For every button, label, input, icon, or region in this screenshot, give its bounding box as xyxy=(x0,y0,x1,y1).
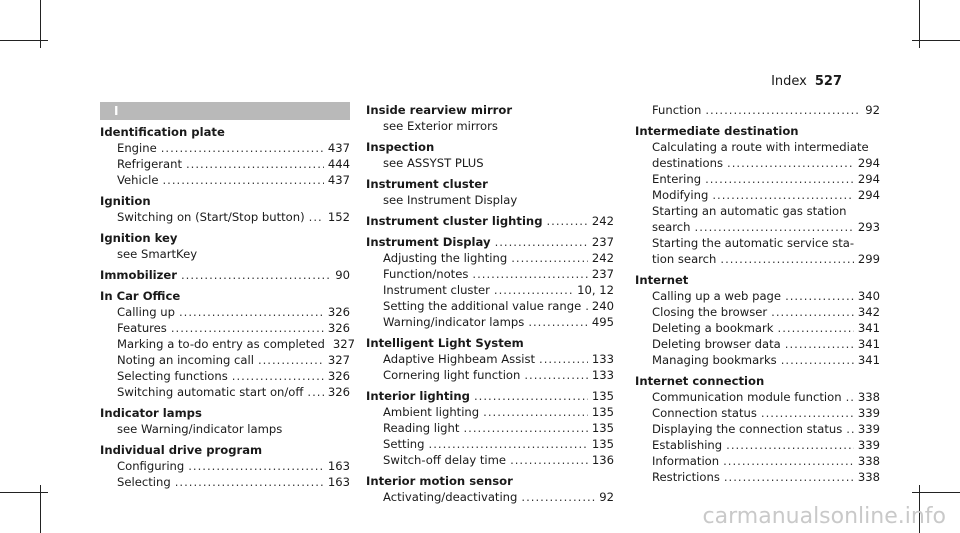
leader-dots xyxy=(232,368,324,384)
index-entry xyxy=(100,405,350,437)
page-ref[interactable]: 294 xyxy=(857,172,880,186)
leader-dots xyxy=(846,421,854,437)
entry-heading xyxy=(366,473,614,489)
leader-dots xyxy=(705,171,854,187)
crop-mark xyxy=(912,492,960,493)
index-entry xyxy=(366,335,614,383)
subentry-text: Establishing xyxy=(652,438,723,452)
page-ref[interactable]: 341 xyxy=(857,321,880,335)
subentry-text: Switching automatic start on/off xyxy=(117,385,304,399)
entry-heading xyxy=(100,124,350,140)
leader-dots xyxy=(726,437,854,453)
subentry-text: Displaying the connection status xyxy=(652,422,843,436)
index-entry xyxy=(100,267,350,283)
page-ref[interactable]: 133 xyxy=(591,352,614,366)
subentry[interactable] xyxy=(366,282,614,298)
leader-dots xyxy=(778,320,854,336)
index-column-2 xyxy=(366,102,614,510)
subentry xyxy=(366,192,614,208)
subentry-text: Selecting xyxy=(117,475,171,489)
page-ref[interactable]: 163 xyxy=(327,459,350,473)
subentry[interactable] xyxy=(366,266,614,282)
index-entry xyxy=(366,473,614,505)
leader-dots xyxy=(179,304,324,320)
subentry-text: Setting xyxy=(383,437,425,451)
page-ref[interactable]: 135 xyxy=(591,421,614,435)
subentry[interactable] xyxy=(635,352,880,368)
entry-title: Indicator lamps xyxy=(100,406,202,420)
entry-title: Interior lighting xyxy=(366,389,470,403)
index-entry xyxy=(635,123,880,267)
subentry xyxy=(366,118,614,134)
page-ref[interactable]: 437 xyxy=(327,141,350,155)
subentry-text: Restrictions xyxy=(652,470,720,484)
page-ref[interactable]: 240 xyxy=(591,299,614,313)
leader-dots xyxy=(723,453,854,469)
leader-dots xyxy=(524,367,588,383)
page-ref[interactable]: 327 xyxy=(327,353,350,367)
subentry-text: Activating/deactivating xyxy=(383,490,518,504)
leader-dots xyxy=(463,420,587,436)
leader-dots xyxy=(175,474,324,490)
page-ref[interactable]: 326 xyxy=(327,385,350,399)
subentry[interactable] xyxy=(635,437,880,453)
page-ref[interactable]: 299 xyxy=(857,252,880,266)
leader-dots xyxy=(429,436,588,452)
page-ref[interactable]: 495 xyxy=(591,315,614,329)
subentry-text: Warning/indicator lamps xyxy=(383,315,525,329)
page-ref[interactable]: 294 xyxy=(857,156,880,170)
subentry-text: Connection status xyxy=(652,406,757,420)
subentry-text: Cornering light function xyxy=(383,368,521,382)
subentry-text: Configuring xyxy=(117,459,185,473)
page-number: 527 xyxy=(814,74,842,89)
subentry[interactable] xyxy=(635,320,880,336)
index-entry xyxy=(366,213,614,229)
page-ref[interactable]: 444 xyxy=(327,157,350,171)
index-entry xyxy=(366,139,614,171)
subentry xyxy=(100,246,350,262)
entry-title: Immobilizer xyxy=(100,268,177,282)
subentry-text: Vehicle xyxy=(117,173,159,187)
subentry[interactable] xyxy=(100,172,350,188)
entry-title: In Car Office xyxy=(100,289,181,303)
entry-title: Identification plate xyxy=(100,125,225,139)
entry-heading xyxy=(635,123,880,139)
page-ref[interactable]: 135 xyxy=(591,405,614,419)
subentry[interactable] xyxy=(366,489,614,505)
subentry[interactable] xyxy=(100,156,350,172)
leader-dots xyxy=(528,314,588,330)
entry-title: Intermediate destination xyxy=(635,124,799,138)
subentry[interactable] xyxy=(635,469,880,485)
leader-dots xyxy=(785,288,854,304)
leader-dots xyxy=(705,102,861,118)
subentry-text: Information xyxy=(652,454,720,468)
leader-dots xyxy=(161,140,324,156)
leader-dots xyxy=(181,267,331,283)
subentry-text: destinations xyxy=(652,156,724,170)
subentry-text: see SmartKey xyxy=(117,247,198,261)
entry-heading xyxy=(366,176,614,192)
subentry[interactable] xyxy=(100,320,350,336)
subentry-text: Selecting functions xyxy=(117,369,228,383)
page-ref[interactable]: 340 xyxy=(857,289,880,303)
subentry[interactable] xyxy=(100,304,350,320)
subentry[interactable] xyxy=(100,209,350,225)
page-ref[interactable]: 294 xyxy=(857,188,880,202)
index-entry xyxy=(635,373,880,485)
page-ref[interactable]: 242 xyxy=(591,251,614,265)
subentry[interactable] xyxy=(635,288,880,304)
page-ref[interactable]: 339 xyxy=(857,406,880,420)
page-ref[interactable]: 293 xyxy=(857,220,880,234)
entry-heading xyxy=(366,102,614,118)
subentry[interactable] xyxy=(100,336,355,352)
page-ref[interactable]: 92 xyxy=(865,103,880,117)
page-ref[interactable]: 326 xyxy=(327,305,350,319)
subentry-text: Switching on (Start/Stop button) xyxy=(117,210,305,224)
subentry[interactable] xyxy=(100,458,350,474)
index-entry xyxy=(100,230,350,262)
leader-dots xyxy=(695,219,854,235)
entry-title: Intelligent Light System xyxy=(366,336,524,350)
subentry[interactable] xyxy=(366,351,614,367)
subentry[interactable] xyxy=(366,436,614,452)
entry-heading xyxy=(100,442,350,458)
entry-heading xyxy=(366,335,614,351)
subentry[interactable] xyxy=(100,384,350,400)
page-ref[interactable]: 339 xyxy=(857,422,880,436)
subentry[interactable] xyxy=(635,336,880,352)
crop-mark xyxy=(0,492,48,493)
subentry-text: Starting an automatic gas station xyxy=(652,204,847,218)
subentry-text: Adaptive Highbeam Assist xyxy=(383,352,536,366)
entry-title: Inspection xyxy=(366,140,435,154)
leader-dots xyxy=(510,452,588,468)
crop-mark xyxy=(912,40,960,41)
subentry-text: tion search xyxy=(652,252,717,266)
index-entry xyxy=(366,388,614,468)
leader-dots xyxy=(585,298,588,314)
page-ref[interactable]: 242 xyxy=(591,214,614,228)
subentry[interactable] xyxy=(100,368,350,384)
subentry-text: Noting an incoming call xyxy=(117,353,254,367)
subentry-text: Switch-off delay time xyxy=(383,453,507,467)
subentry[interactable] xyxy=(635,102,880,118)
leader-dots xyxy=(258,352,324,368)
leader-dots xyxy=(785,336,854,352)
subentry[interactable] xyxy=(100,140,350,156)
entry-heading xyxy=(100,288,350,304)
letter-heading: I xyxy=(100,102,350,120)
entry-title: Ignition xyxy=(100,194,151,208)
index-entry xyxy=(366,176,614,208)
page-ref[interactable]: 92 xyxy=(599,490,614,504)
page-ref[interactable]: 237 xyxy=(591,267,614,281)
subentry xyxy=(100,421,350,437)
subentry[interactable] xyxy=(366,250,614,266)
subentry-text: Communication module function xyxy=(652,390,842,404)
subentry-text: Managing bookmarks xyxy=(652,353,777,367)
entry-heading xyxy=(100,193,350,209)
subentry-text: see Exterior mirrors xyxy=(383,119,498,133)
page-ref[interactable]: 152 xyxy=(327,210,350,224)
subentry-text: Deleting browser data xyxy=(652,337,781,351)
entry-title: Internet xyxy=(635,273,689,287)
subentry-text: Adjusting the lighting xyxy=(383,251,508,265)
leader-dots xyxy=(171,320,324,336)
subentry-text: Closing the browser xyxy=(652,305,768,319)
page-ref[interactable]: 342 xyxy=(857,305,880,319)
leader-dots xyxy=(307,384,323,400)
leader-dots xyxy=(162,172,323,188)
entry-title: Interior motion sensor xyxy=(366,474,513,488)
leader-dots xyxy=(539,351,588,367)
subentry[interactable] xyxy=(635,304,880,320)
subentry-text: Setting the additional value range xyxy=(383,299,582,313)
leader-dots xyxy=(781,352,854,368)
page-ref[interactable]: 327 xyxy=(332,337,355,351)
subentry-text: Ambient lighting xyxy=(383,405,480,419)
page-ref[interactable]: 341 xyxy=(857,337,880,351)
entry-heading xyxy=(100,230,350,246)
page-ref[interactable]: 135 xyxy=(591,437,614,451)
index-entry xyxy=(100,288,355,400)
leader-dots xyxy=(761,405,854,421)
subentry-text: Marking a to-do entry as completed xyxy=(117,337,325,351)
leader-dots xyxy=(712,187,854,203)
page-ref[interactable]: 338 xyxy=(857,470,880,484)
subentry xyxy=(366,155,614,171)
leader-dots xyxy=(771,304,854,320)
page-ref[interactable]: 339 xyxy=(857,438,880,452)
subentry-text: Function xyxy=(652,103,702,117)
leader-dots xyxy=(494,282,573,298)
subentry-text: Reading light xyxy=(383,421,460,435)
subentry-text: Calling up a web page xyxy=(652,289,782,303)
page-ref[interactable]: 326 xyxy=(327,321,350,335)
subentry-text: Instrument cluster xyxy=(383,283,490,297)
crop-mark xyxy=(0,40,48,41)
entry-heading[interactable] xyxy=(366,213,614,229)
subentry-text: Starting the automatic service sta- xyxy=(652,236,855,250)
leader-dots xyxy=(547,213,588,229)
subentry-text: Engine xyxy=(117,141,157,155)
index-entry xyxy=(100,193,350,225)
subentry[interactable] xyxy=(635,405,880,421)
leader-dots xyxy=(846,389,854,405)
subentry[interactable] xyxy=(635,155,880,171)
page-ref[interactable]: 135 xyxy=(591,389,614,403)
subentry[interactable] xyxy=(635,219,880,235)
leader-dots xyxy=(186,156,324,172)
page-ref[interactable]: 341 xyxy=(857,353,880,367)
subentry-text: Function/notes xyxy=(383,267,469,281)
entry-title: Instrument cluster lighting xyxy=(366,214,543,228)
subentry-text: search xyxy=(652,220,691,234)
subentry-text: see ASSYST PLUS xyxy=(383,156,484,170)
subentry-text: Calculating a route with intermediate xyxy=(652,140,869,154)
subentry[interactable] xyxy=(635,389,880,405)
leader-dots xyxy=(727,155,854,171)
subentry-text: Features xyxy=(117,321,167,335)
leader-dots xyxy=(521,489,595,505)
subentry-text: Deleting a bookmark xyxy=(652,321,774,335)
subentry[interactable] xyxy=(366,298,614,314)
index-column-3 xyxy=(635,102,880,490)
page-ref[interactable]: 10, 12 xyxy=(577,283,614,297)
subentry-text: Refrigerant xyxy=(117,157,182,171)
page-ref[interactable]: 326 xyxy=(327,369,350,383)
entry-title: Individual drive program xyxy=(100,443,263,457)
entry-heading[interactable] xyxy=(366,388,614,404)
page-ref[interactable]: 136 xyxy=(591,453,614,467)
subentry[interactable] xyxy=(635,171,880,187)
entry-title: Internet connection xyxy=(635,374,765,388)
page-ref[interactable]: 437 xyxy=(327,173,350,187)
index-entry xyxy=(635,272,880,368)
entry-title: Inside rearview mirror xyxy=(366,103,513,117)
subentry[interactable] xyxy=(635,251,880,267)
leader-dots xyxy=(309,209,324,225)
page-ref[interactable]: 338 xyxy=(857,390,880,404)
subentry[interactable] xyxy=(366,404,614,420)
subentry-text: Calling up xyxy=(117,305,175,319)
subentry-text: see Instrument Display xyxy=(383,193,518,207)
page-ref[interactable]: 338 xyxy=(857,454,880,468)
subentry[interactable] xyxy=(635,453,880,469)
entry-title: Ignition key xyxy=(100,231,178,245)
entry-title: Instrument cluster xyxy=(366,177,488,191)
entry-heading xyxy=(100,405,350,421)
subentry[interactable] xyxy=(100,474,350,490)
index-entry xyxy=(100,124,350,188)
subentry[interactable] xyxy=(366,420,614,436)
leader-dots xyxy=(511,250,588,266)
entry-heading xyxy=(635,272,880,288)
subentry[interactable] xyxy=(366,367,614,383)
index-entry xyxy=(366,234,614,330)
subentry[interactable] xyxy=(635,187,880,203)
subentry[interactable] xyxy=(635,421,880,437)
subentry-text: Modifying xyxy=(652,188,709,202)
page-ref[interactable]: 237 xyxy=(591,235,614,249)
index-column-1 xyxy=(100,102,355,495)
entry-title: Instrument Display xyxy=(366,235,491,249)
subentry-text: Entering xyxy=(652,172,702,186)
entry-heading[interactable] xyxy=(100,267,350,283)
subentry[interactable] xyxy=(100,352,350,368)
header-label: Index xyxy=(771,74,807,89)
leader-dots xyxy=(720,251,853,267)
entry-heading xyxy=(635,373,880,389)
page-ref[interactable]: 163 xyxy=(327,475,350,489)
page-ref[interactable]: 133 xyxy=(591,368,614,382)
leader-dots xyxy=(472,266,587,282)
page-header xyxy=(771,74,842,89)
page-ref[interactable]: 90 xyxy=(335,268,350,282)
subentry[interactable] xyxy=(366,452,614,468)
leader-dots xyxy=(474,388,588,404)
index-entry xyxy=(366,102,614,134)
leader-dots xyxy=(724,469,854,485)
watermark: carmanualsonline.info xyxy=(702,504,946,529)
leader-dots xyxy=(483,404,588,420)
leader-dots xyxy=(188,458,324,474)
entry-heading xyxy=(366,139,614,155)
subentry[interactable] xyxy=(366,314,614,330)
subentry-text: see Warning/indicator lamps xyxy=(117,422,283,436)
index-entry xyxy=(635,102,880,118)
leader-dots xyxy=(495,234,588,250)
entry-heading[interactable] xyxy=(366,234,614,250)
index-entry xyxy=(100,442,350,490)
